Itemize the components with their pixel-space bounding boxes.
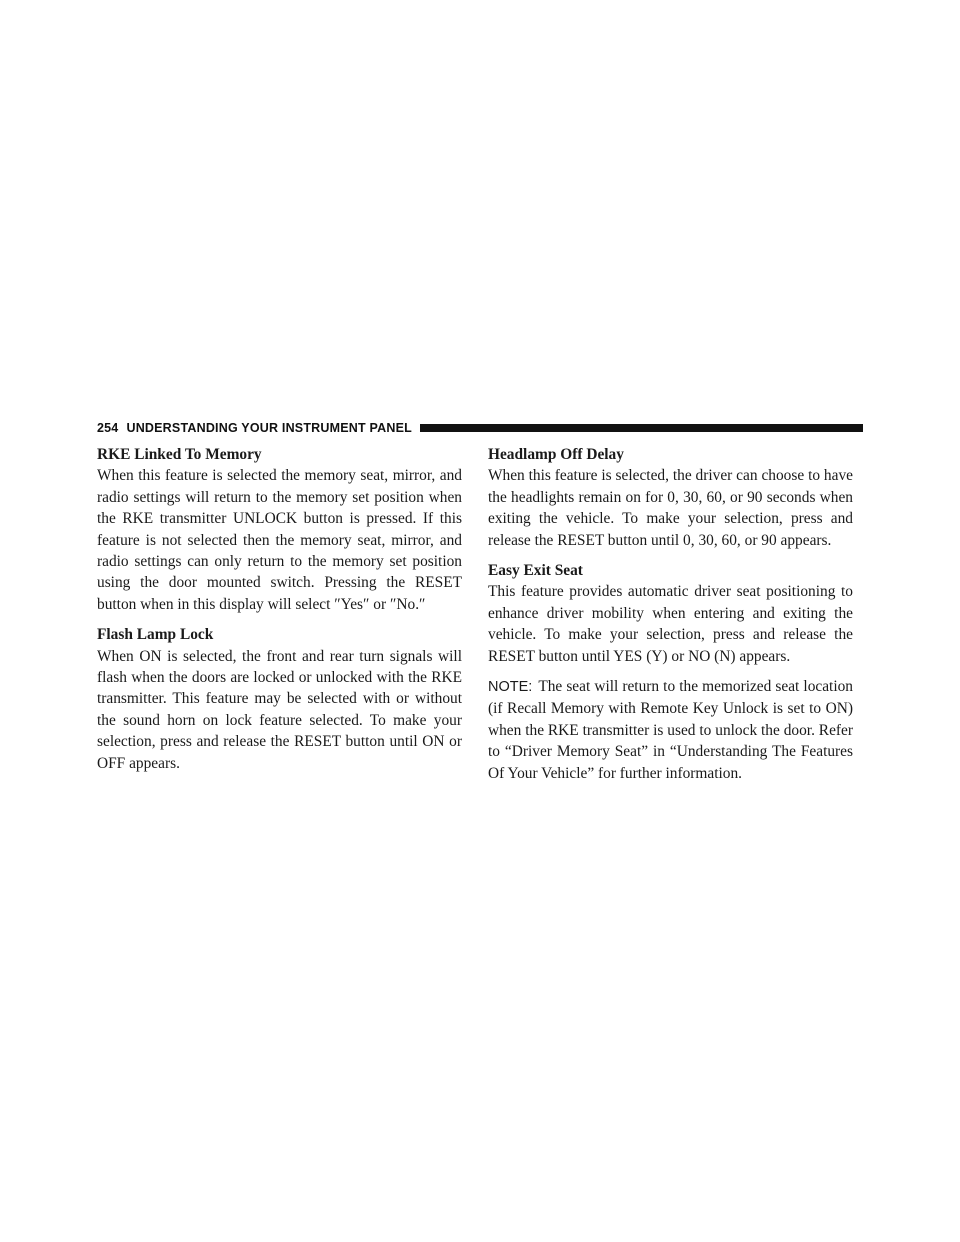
note-text: The seat will return to the memorized seat location (if Recall Memory with Remote Key Unlock is set to ON) when the RKE transmitter is used to unlock the door. Refer to “Driver Memory Seat” in “Understanding The Features Of Your Vehicle” for further information.	[488, 678, 853, 782]
page-number: 254	[97, 421, 119, 435]
note-paragraph	[488, 676, 853, 784]
right-column	[488, 444, 853, 793]
left-column	[97, 444, 462, 783]
paragraph-flash-lamp-lock: When ON is selected, the front and rear turn signals will flash when the doors are locked or unlocked with the RKE transmitter. This feature may be selected with or without the sound horn on lock feature selected. To make your selection, press and release the RESET button until ON or OFF appears.	[97, 647, 462, 772]
paragraph-rke-linked-to-memory: When this feature is selected the memory seat, mirror, and radio settings will return to the memory set position when the RKE transmitter UNLOCK button is pressed. If this feature is not selected then the memory seat, mirror, and radio settings can only return to the memory set position using the door mounted switch. Pressing the RESET button when in this display will select ″Yes″ or ″No.″	[97, 467, 462, 613]
section-title: UNDERSTANDING YOUR INSTRUMENT PANEL	[126, 421, 412, 435]
paragraph-headlamp-off-delay: When this feature is selected, the driver can choose to have the headlights remain on for 0, 30, 60, or 90 seconds when exiting the vehicle. To make your selection, press and release the RESET button until 0, 30, 60, or 90 appears.	[488, 467, 853, 549]
paragraph-easy-exit-seat: This feature provides automatic driver seat positioning to enhance driver mobility when entering and exiting the vehicle. To make your selection, press and release the RESET button until YES (Y) or NO (N) appears.	[488, 583, 853, 665]
heading-easy-exit-seat: Easy Exit Seat	[488, 562, 583, 580]
heading-headlamp-off-delay: Headlamp Off Delay	[488, 446, 624, 463]
header-rule	[420, 424, 863, 432]
page-header	[97, 419, 863, 437]
note-label: NOTE:	[488, 679, 533, 696]
heading-flash-lamp-lock: Flash Lamp Lock	[97, 626, 214, 644]
heading-rke-linked-to-memory: RKE Linked To Memory	[97, 446, 262, 463]
